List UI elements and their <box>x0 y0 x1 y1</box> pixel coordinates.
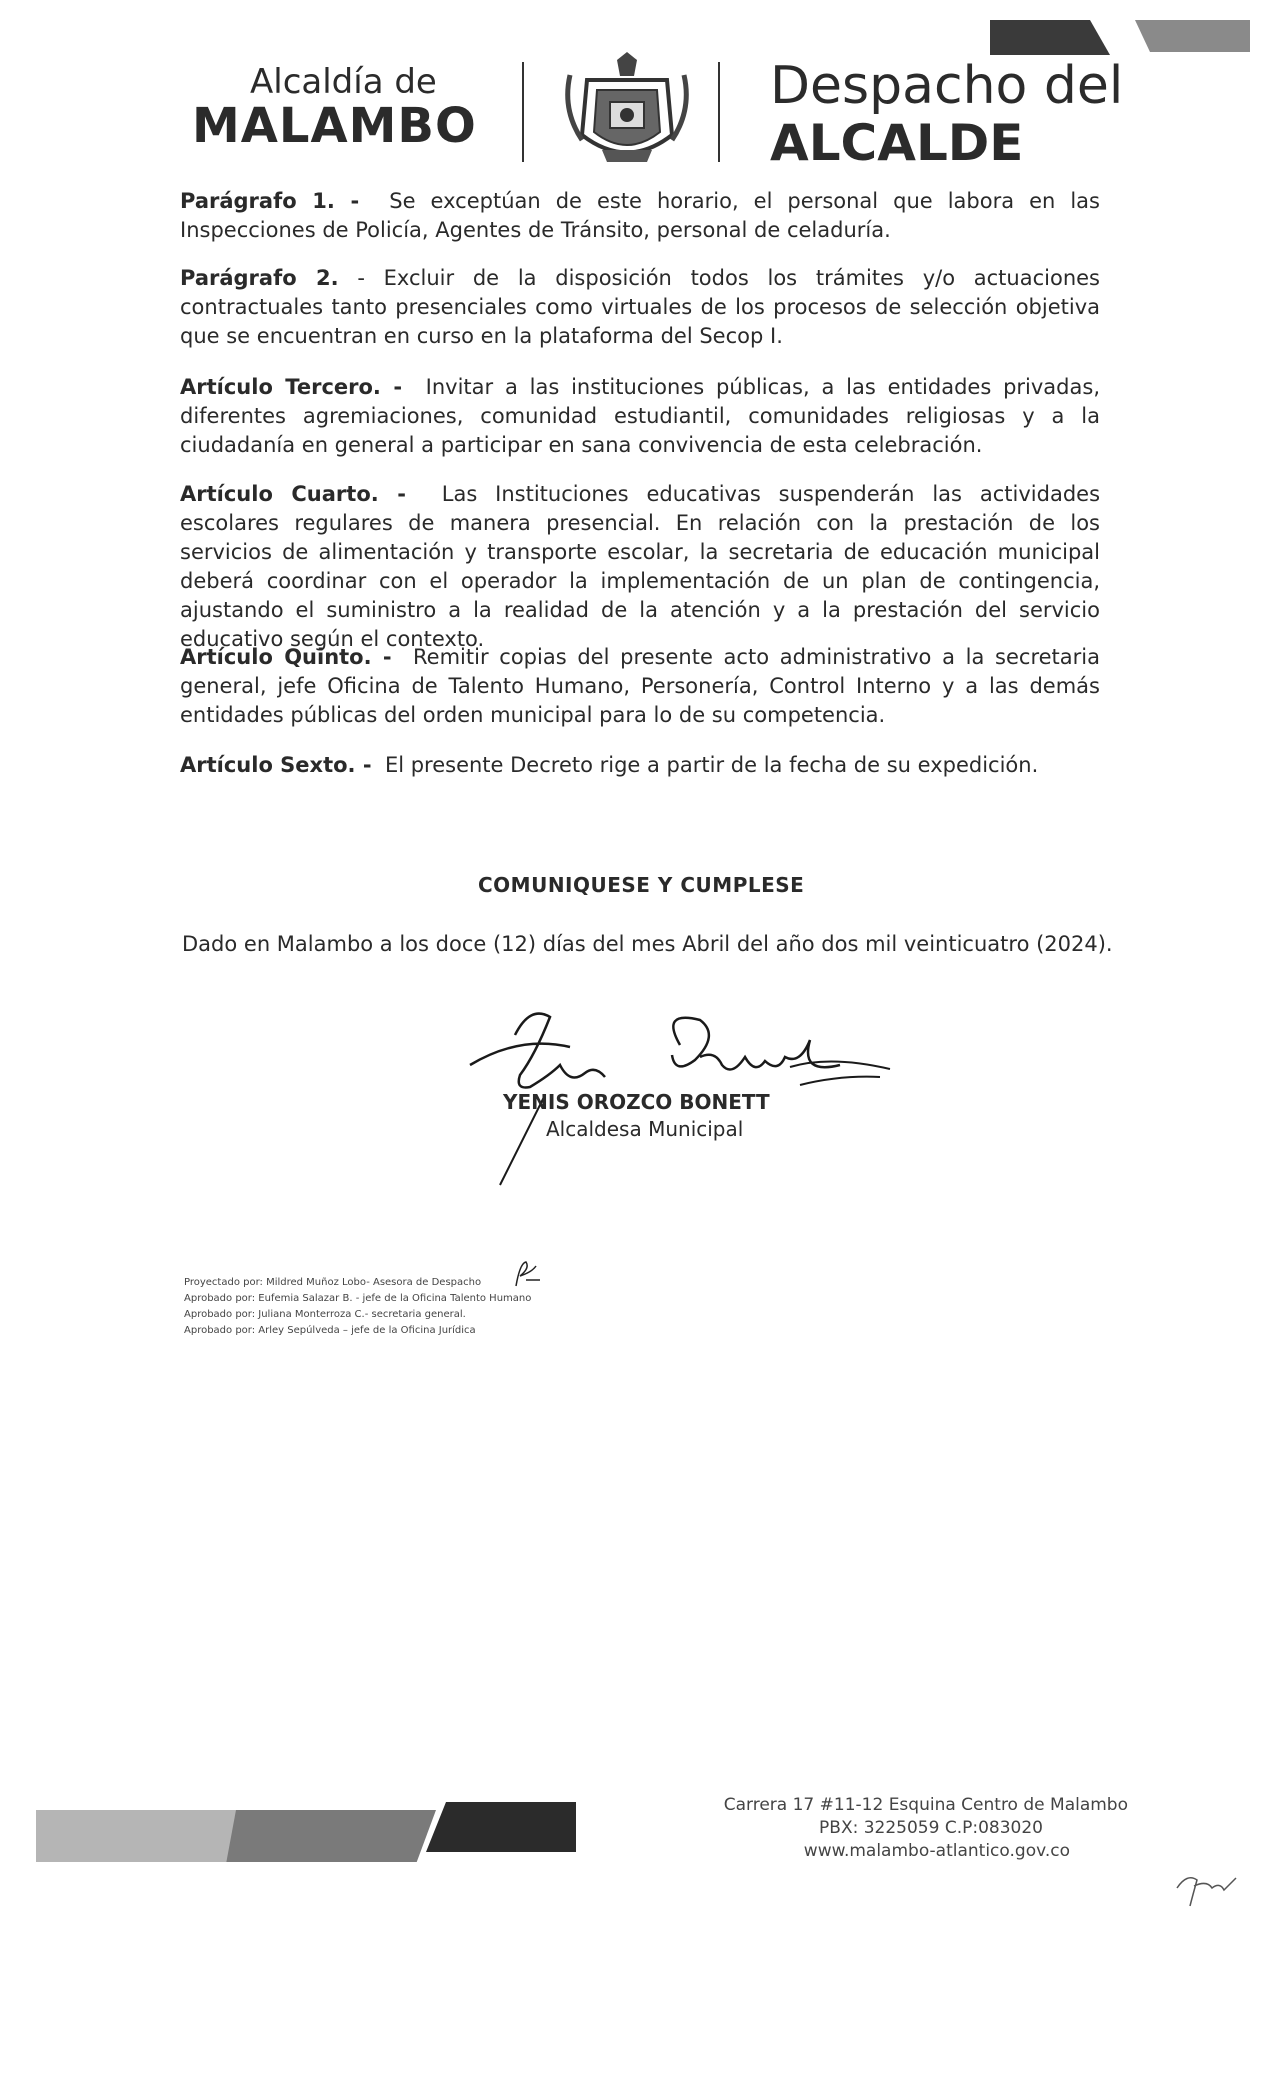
paragraph-text: Remitir copias del presente acto administrativo a la secretaria general, jefe Oficina de Talento Humano, Personería, Control Interno y a las demás entidades públicas del orden municipal para lo de su competencia. <box>180 645 1100 727</box>
credit-line: Aprobado por: Arley Sepúlveda – jefe de la Oficina Jurídica <box>184 1325 476 1336</box>
header-decoration <box>990 20 1250 60</box>
office-line1: Despacho del <box>770 56 1124 116</box>
paragraph-1 <box>180 187 1100 245</box>
paragraph-5 <box>180 643 1100 730</box>
paragraph-label: Artículo Quinto. - <box>180 645 392 669</box>
initials-mark-icon <box>512 1258 542 1288</box>
paragraph-text: El presente Decreto rige a partir de la fecha de su expedición. <box>384 753 1039 777</box>
paragraph-3 <box>180 373 1100 460</box>
footer-decoration <box>36 1802 576 1862</box>
pencil-annotation-icon <box>1172 1868 1242 1908</box>
credit-line: Aprobado por: Eufemia Salazar B. - jefe de la Oficina Talento Humano <box>184 1293 532 1304</box>
logo-line2: MALAMBO <box>192 98 477 154</box>
header-divider-right <box>718 62 720 162</box>
credit-line: Aprobado por: Juliana Monterroza C.- secretaria general. <box>184 1309 466 1320</box>
paragraph-label: Artículo Cuarto. - <box>180 482 406 506</box>
comuniquese-heading: COMUNIQUESE Y CUMPLESE <box>478 873 805 897</box>
paragraph-6 <box>180 751 1100 780</box>
coat-of-arms-icon <box>562 50 692 170</box>
footer-address: Carrera 17 #11-12 Esquina Centro de Malambo <box>723 1795 1128 1815</box>
paragraph-text: Se exceptúan de este horario, el personal que labora en las Inspecciones de Policía, Agentes de Tránsito, personal de celaduría. <box>180 189 1100 242</box>
signer-name: YENIS OROZCO BONETT <box>503 1090 770 1114</box>
footer-website[interactable]: www.malambo-atlantico.gov.co <box>803 1841 1070 1861</box>
credit-line: Proyectado por: Mildred Muñoz Lobo- Asesora de Despacho <box>184 1277 482 1288</box>
header-divider <box>522 62 524 162</box>
paragraph-label: Artículo Tercero. - <box>180 375 403 399</box>
paragraph-4 <box>180 480 1100 654</box>
office-line2: ALCALDE <box>770 114 1024 172</box>
paragraph-text: Las Instituciones educativas suspenderán las actividades escolares regulares de manera presencial. En relación con la prestación de los servicios de alimentación y transporte escolar, la secretaria de educación municipal deberá coordinar con el operador la implementación de un plan de contingencia, ajustando el suministro a la realidad de la atención y a la prestación del servicio educativo según el contexto. <box>180 482 1101 651</box>
paragraph-text: Invitar a las instituciones públicas, a las entidades privadas, diferentes agremiaciones, comunidad estudiantil, comunidades religiosas y a la ciudadanía en general a participar en sana convivencia de esta celebración. <box>180 375 1100 457</box>
paragraph-2 <box>180 264 1100 351</box>
paragraph-label: Parágrafo 1. - <box>180 189 360 213</box>
paragraph-label: Artículo Sexto. - <box>180 753 372 777</box>
footer-pbx: PBX: 3225059 C.P:083020 <box>819 1818 1043 1838</box>
paragraph-text: - Excluir de la disposición todos los trámites y/o actuaciones contractuales tanto presenciales como virtuales de los procesos de selección objetiva que se encuentran en curso en la plataforma del Secop I. <box>180 266 1100 348</box>
signer-role: Alcaldesa Municipal <box>546 1117 744 1141</box>
issued-date-line: Dado en Malambo a los doce (12) días del mes Abril del año dos mil veinticuatro (2024). <box>182 932 1113 956</box>
logo-line1: Alcaldía de <box>250 62 437 102</box>
paragraph-label: Parágrafo 2. <box>180 266 339 290</box>
